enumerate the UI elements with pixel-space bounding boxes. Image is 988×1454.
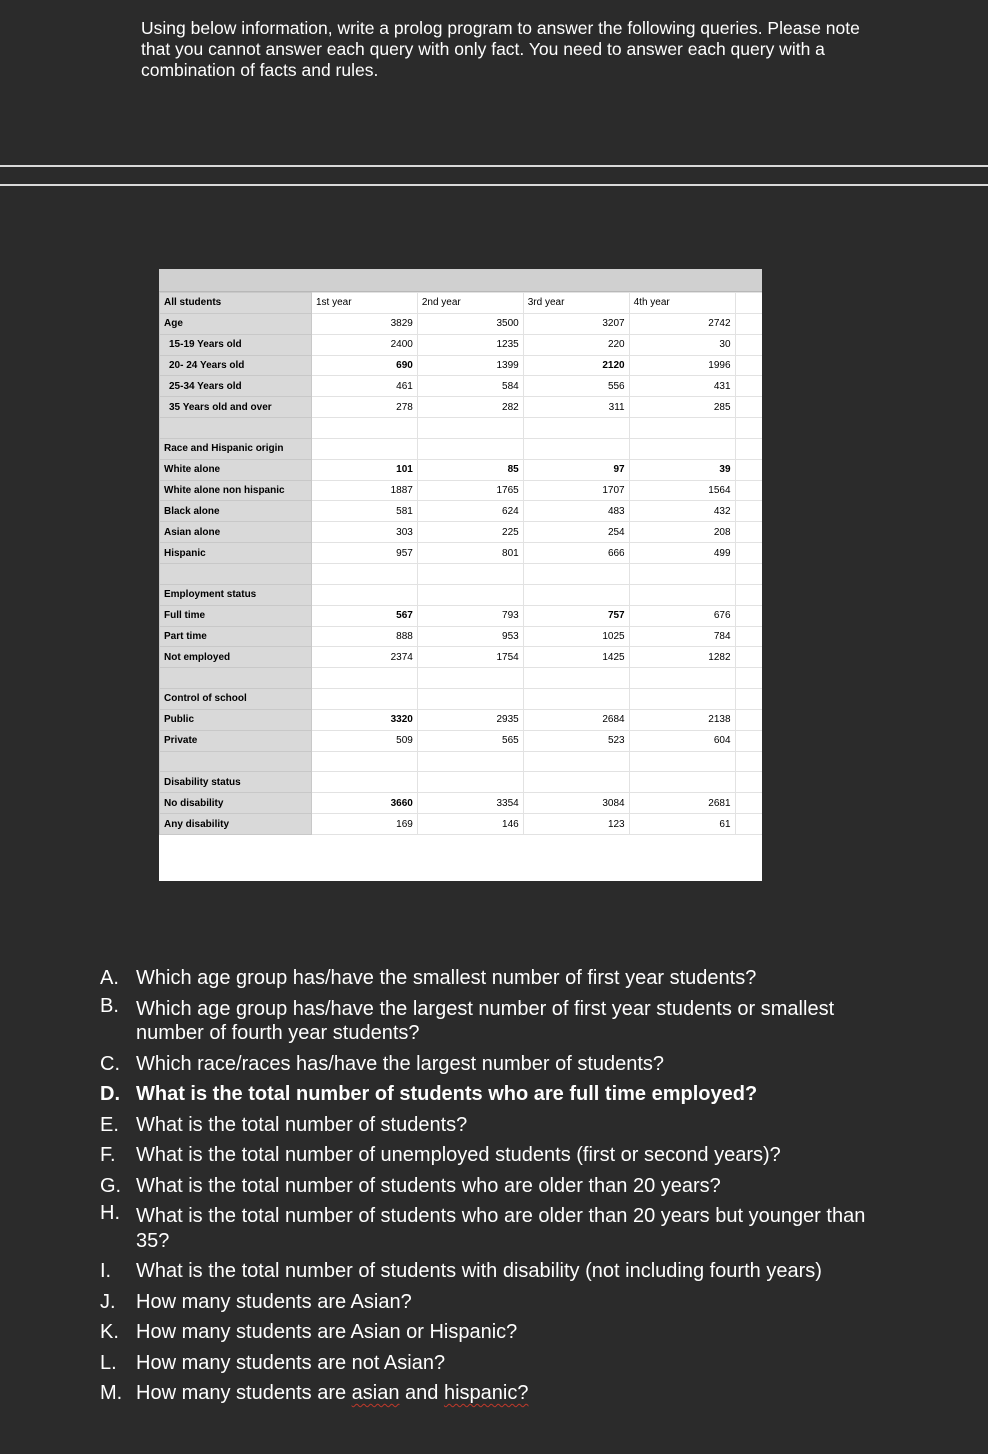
cell-year-2: 146 xyxy=(417,814,523,835)
table-row xyxy=(160,605,763,626)
query-item xyxy=(100,1256,900,1287)
intro-text: Using below information, write a prolog program to answer the following queries. Please note that you cannot answer each query with only fact. You need to answer each query with a combination of facts and rules. xyxy=(141,18,860,80)
query-marker: I. xyxy=(100,1260,112,1282)
cell-year-2 xyxy=(417,689,523,710)
row-label: White alone non hispanic xyxy=(160,480,312,501)
cell-year-4 xyxy=(629,772,735,793)
table-row xyxy=(160,814,763,835)
cell-year-3: 254 xyxy=(523,522,629,543)
row-label: Any disability xyxy=(160,814,312,835)
query-marker: F. xyxy=(100,1144,116,1166)
cell-year-4: 1996 xyxy=(629,355,735,376)
query-item xyxy=(100,1378,900,1409)
cell-year-2 xyxy=(417,563,523,584)
cell-year-3 xyxy=(523,689,629,710)
empty-cell xyxy=(735,397,762,418)
cell-year-4: 208 xyxy=(629,522,735,543)
cell-year-3: 220 xyxy=(523,334,629,355)
row-label: Control of school xyxy=(160,689,312,710)
cell-year-1: 278 xyxy=(311,397,417,418)
cell-year-1: 957 xyxy=(311,543,417,564)
row-label: 20- 24 Years old xyxy=(160,355,312,376)
empty-cell xyxy=(735,522,762,543)
spellcheck-word: asian xyxy=(351,1382,400,1404)
cell-year-2 xyxy=(417,772,523,793)
empty-cell xyxy=(735,418,762,439)
empty-cell xyxy=(735,584,762,605)
row-label xyxy=(160,751,312,772)
query-marker: M. xyxy=(100,1382,123,1404)
row-label: Race and Hispanic origin xyxy=(160,438,312,459)
table-row xyxy=(160,397,763,418)
row-label xyxy=(160,418,312,439)
table-row xyxy=(160,313,763,334)
cell-year-4 xyxy=(629,689,735,710)
cell-year-3: 1425 xyxy=(523,647,629,668)
cell-year-3: 666 xyxy=(523,543,629,564)
query-text: Which age group has/have the largest number of first year students or smallest number of fourth year students? xyxy=(136,997,835,1044)
empty-cell xyxy=(735,501,762,522)
row-label: Public xyxy=(160,709,312,730)
cell-year-1: 2400 xyxy=(311,334,417,355)
query-marker: B. xyxy=(100,994,119,1017)
cell-year-2: 1754 xyxy=(417,647,523,668)
cell-year-4 xyxy=(629,438,735,459)
spacer-row xyxy=(160,668,763,689)
row-label: Private xyxy=(160,730,312,751)
header-label: All students xyxy=(160,293,312,314)
query-marker: C. xyxy=(100,1052,120,1075)
query-text: How many students are Asian or Hispanic? xyxy=(136,1321,518,1343)
cell-year-2 xyxy=(417,438,523,459)
cell-year-2 xyxy=(417,584,523,605)
cell-year-1: 169 xyxy=(311,814,417,835)
cell-year-4: 61 xyxy=(629,814,735,835)
query-list xyxy=(100,963,900,1409)
cell-year-3: 3207 xyxy=(523,313,629,334)
table-row xyxy=(160,647,763,668)
header-year-3: 3rd year xyxy=(523,293,629,314)
cell-year-3 xyxy=(523,668,629,689)
cell-year-2: 225 xyxy=(417,522,523,543)
cell-year-2: 3500 xyxy=(417,313,523,334)
student-statistics-table xyxy=(159,292,762,835)
empty-cell xyxy=(735,814,762,835)
empty-cell xyxy=(735,730,762,751)
cell-year-1 xyxy=(311,668,417,689)
cell-year-3 xyxy=(523,751,629,772)
row-label: Disability status xyxy=(160,772,312,793)
cell-year-1: 567 xyxy=(311,605,417,626)
cell-year-2 xyxy=(417,668,523,689)
cell-year-3: 483 xyxy=(523,501,629,522)
cell-year-1: 581 xyxy=(311,501,417,522)
row-label: Age xyxy=(160,313,312,334)
table-row xyxy=(160,772,763,793)
table-row xyxy=(160,626,763,647)
table-row xyxy=(160,522,763,543)
cell-year-2 xyxy=(417,418,523,439)
query-text: What is the total number of students with disability (not including fourth years) xyxy=(136,1260,822,1282)
cell-year-1: 509 xyxy=(311,730,417,751)
query-text: What is the total number of students? xyxy=(136,1113,468,1136)
cell-year-4: 784 xyxy=(629,626,735,647)
cell-year-4: 285 xyxy=(629,397,735,418)
cell-year-4: 431 xyxy=(629,376,735,397)
empty-cell xyxy=(735,647,762,668)
row-label: 15-19 Years old xyxy=(160,334,312,355)
cell-year-1 xyxy=(311,772,417,793)
table-row xyxy=(160,480,763,501)
cell-year-4: 2138 xyxy=(629,709,735,730)
empty-cell xyxy=(735,772,762,793)
cell-year-2: 2935 xyxy=(417,709,523,730)
cell-year-3: 3084 xyxy=(523,793,629,814)
empty-cell xyxy=(735,334,762,355)
query-text: How many students are not Asian? xyxy=(136,1351,446,1374)
cell-year-3: 2684 xyxy=(523,709,629,730)
cell-year-3: 123 xyxy=(523,814,629,835)
query-text: How many students are Asian? xyxy=(136,1290,412,1313)
query-marker: L. xyxy=(100,1351,117,1374)
cell-year-4: 1564 xyxy=(629,480,735,501)
header-year-2: 2nd year xyxy=(417,293,523,314)
row-label: Black alone xyxy=(160,501,312,522)
query-item xyxy=(100,1049,900,1080)
cell-year-1 xyxy=(311,751,417,772)
table-row xyxy=(160,459,763,480)
cell-year-3 xyxy=(523,584,629,605)
cell-year-1: 101 xyxy=(311,459,417,480)
cell-year-1: 2374 xyxy=(311,647,417,668)
empty-cell xyxy=(735,543,762,564)
spacer-row xyxy=(160,563,763,584)
empty-cell xyxy=(735,313,762,334)
cell-year-4: 432 xyxy=(629,501,735,522)
query-marker: G. xyxy=(100,1174,122,1197)
row-label xyxy=(160,668,312,689)
empty-cell xyxy=(735,689,762,710)
cell-year-4: 30 xyxy=(629,334,735,355)
cell-year-2: 3354 xyxy=(417,793,523,814)
cell-year-1: 461 xyxy=(311,376,417,397)
empty-cell xyxy=(735,438,762,459)
empty-cell xyxy=(735,563,762,584)
cell-year-2: 953 xyxy=(417,626,523,647)
cell-year-4 xyxy=(629,584,735,605)
cell-year-4 xyxy=(629,418,735,439)
table-row xyxy=(160,501,763,522)
cell-year-1: 303 xyxy=(311,522,417,543)
cell-year-2: 801 xyxy=(417,543,523,564)
row-label xyxy=(160,563,312,584)
cell-year-2: 1235 xyxy=(417,334,523,355)
query-text: Which age group has/have the smallest number of first year students? xyxy=(136,967,757,989)
query-text: What is the total number of students who are full time employed? xyxy=(136,1083,758,1105)
query-marker: A. xyxy=(100,967,119,989)
empty-cell xyxy=(735,355,762,376)
empty-cell xyxy=(735,605,762,626)
cell-year-1: 1887 xyxy=(311,480,417,501)
table-row xyxy=(160,730,763,751)
row-label: 25-34 Years old xyxy=(160,376,312,397)
cell-year-1: 690 xyxy=(311,355,417,376)
table-row xyxy=(160,376,763,397)
spacer-row xyxy=(160,751,763,772)
cell-year-3: 311 xyxy=(523,397,629,418)
table-header-row xyxy=(160,293,763,314)
row-label: Hispanic xyxy=(160,543,312,564)
query-marker: H. xyxy=(100,1202,120,1224)
cell-year-3 xyxy=(523,772,629,793)
cell-year-2: 584 xyxy=(417,376,523,397)
cell-year-2: 1765 xyxy=(417,480,523,501)
query-text: How many students are xyxy=(136,1382,352,1404)
table-row xyxy=(160,355,763,376)
query-item xyxy=(100,994,900,1049)
cell-year-4 xyxy=(629,751,735,772)
cell-year-1: 888 xyxy=(311,626,417,647)
cell-year-3 xyxy=(523,418,629,439)
table-row xyxy=(160,334,763,355)
empty-cell xyxy=(735,793,762,814)
cell-year-1: 3320 xyxy=(311,709,417,730)
table-row xyxy=(160,584,763,605)
cell-year-4: 2742 xyxy=(629,313,735,334)
horizontal-rule-top xyxy=(0,165,988,167)
cell-year-4: 2681 xyxy=(629,793,735,814)
query-item xyxy=(100,1079,900,1110)
spellcheck-word: hispanic? xyxy=(443,1382,529,1404)
row-label: 35 Years old and over xyxy=(160,397,312,418)
empty-cell xyxy=(735,668,762,689)
row-label: Employment status xyxy=(160,584,312,605)
query-item xyxy=(100,1140,900,1171)
row-label: Part time xyxy=(160,626,312,647)
cell-year-1 xyxy=(311,689,417,710)
spreadsheet-header-bar xyxy=(159,269,762,292)
cell-year-1: 3829 xyxy=(311,313,417,334)
cell-year-3: 556 xyxy=(523,376,629,397)
header-year-4: 4th year xyxy=(629,293,735,314)
row-label: Full time xyxy=(160,605,312,626)
cell-year-3: 523 xyxy=(523,730,629,751)
row-label: White alone xyxy=(160,459,312,480)
horizontal-rule-bottom xyxy=(0,184,988,186)
empty-cell xyxy=(735,751,762,772)
table-row xyxy=(160,438,763,459)
cell-year-4: 676 xyxy=(629,605,735,626)
cell-year-3 xyxy=(523,438,629,459)
cell-year-4: 1282 xyxy=(629,647,735,668)
cell-year-4: 39 xyxy=(629,459,735,480)
empty-cell xyxy=(735,459,762,480)
cell-year-3: 1707 xyxy=(523,480,629,501)
cell-year-1 xyxy=(311,563,417,584)
query-item xyxy=(100,1287,900,1318)
query-text: Which race/races has/have the largest number of students? xyxy=(136,1052,665,1075)
cell-year-1: 3660 xyxy=(311,793,417,814)
cell-year-4: 499 xyxy=(629,543,735,564)
cell-year-3: 2120 xyxy=(523,355,629,376)
query-text: What is the total number of students who are older than 20 years? xyxy=(136,1174,721,1197)
query-item xyxy=(100,1171,900,1202)
query-marker: D. xyxy=(100,1083,120,1105)
cell-year-2: 85 xyxy=(417,459,523,480)
empty-cell xyxy=(735,709,762,730)
cell-year-3 xyxy=(523,563,629,584)
empty-cell xyxy=(735,626,762,647)
query-marker: J. xyxy=(100,1290,116,1313)
empty-cell xyxy=(735,480,762,501)
table-row xyxy=(160,709,763,730)
cell-year-4: 604 xyxy=(629,730,735,751)
empty-cell xyxy=(735,293,762,314)
cell-year-1 xyxy=(311,584,417,605)
cell-year-2 xyxy=(417,751,523,772)
query-text: What is the total number of unemployed students (first or second years)? xyxy=(136,1144,781,1166)
cell-year-2: 1399 xyxy=(417,355,523,376)
student-statistics-spreadsheet xyxy=(159,269,762,881)
cell-year-3: 97 xyxy=(523,459,629,480)
cell-year-3: 1025 xyxy=(523,626,629,647)
cell-year-2: 565 xyxy=(417,730,523,751)
cell-year-4 xyxy=(629,668,735,689)
query-item xyxy=(100,1348,900,1379)
cell-year-1 xyxy=(311,418,417,439)
cell-year-2: 624 xyxy=(417,501,523,522)
cell-year-4 xyxy=(629,563,735,584)
query-marker: K. xyxy=(100,1321,119,1343)
cell-year-1 xyxy=(311,438,417,459)
query-item xyxy=(100,1110,900,1141)
query-item xyxy=(100,1317,900,1348)
query-item xyxy=(100,1201,900,1256)
empty-cell xyxy=(735,376,762,397)
row-label: Asian alone xyxy=(160,522,312,543)
cell-year-2: 282 xyxy=(417,397,523,418)
cell-year-2: 793 xyxy=(417,605,523,626)
query-text: and xyxy=(399,1382,444,1404)
cell-year-3: 757 xyxy=(523,605,629,626)
row-label: No disability xyxy=(160,793,312,814)
table-row xyxy=(160,793,763,814)
spacer-row xyxy=(160,418,763,439)
table-row xyxy=(160,689,763,710)
query-text: What is the total number of students who are older than 20 years but younger than 35? xyxy=(136,1205,866,1252)
row-label: Not employed xyxy=(160,647,312,668)
query-marker: E. xyxy=(100,1113,119,1136)
table-row xyxy=(160,543,763,564)
query-item xyxy=(100,963,900,994)
header-year-1: 1st year xyxy=(311,293,417,314)
